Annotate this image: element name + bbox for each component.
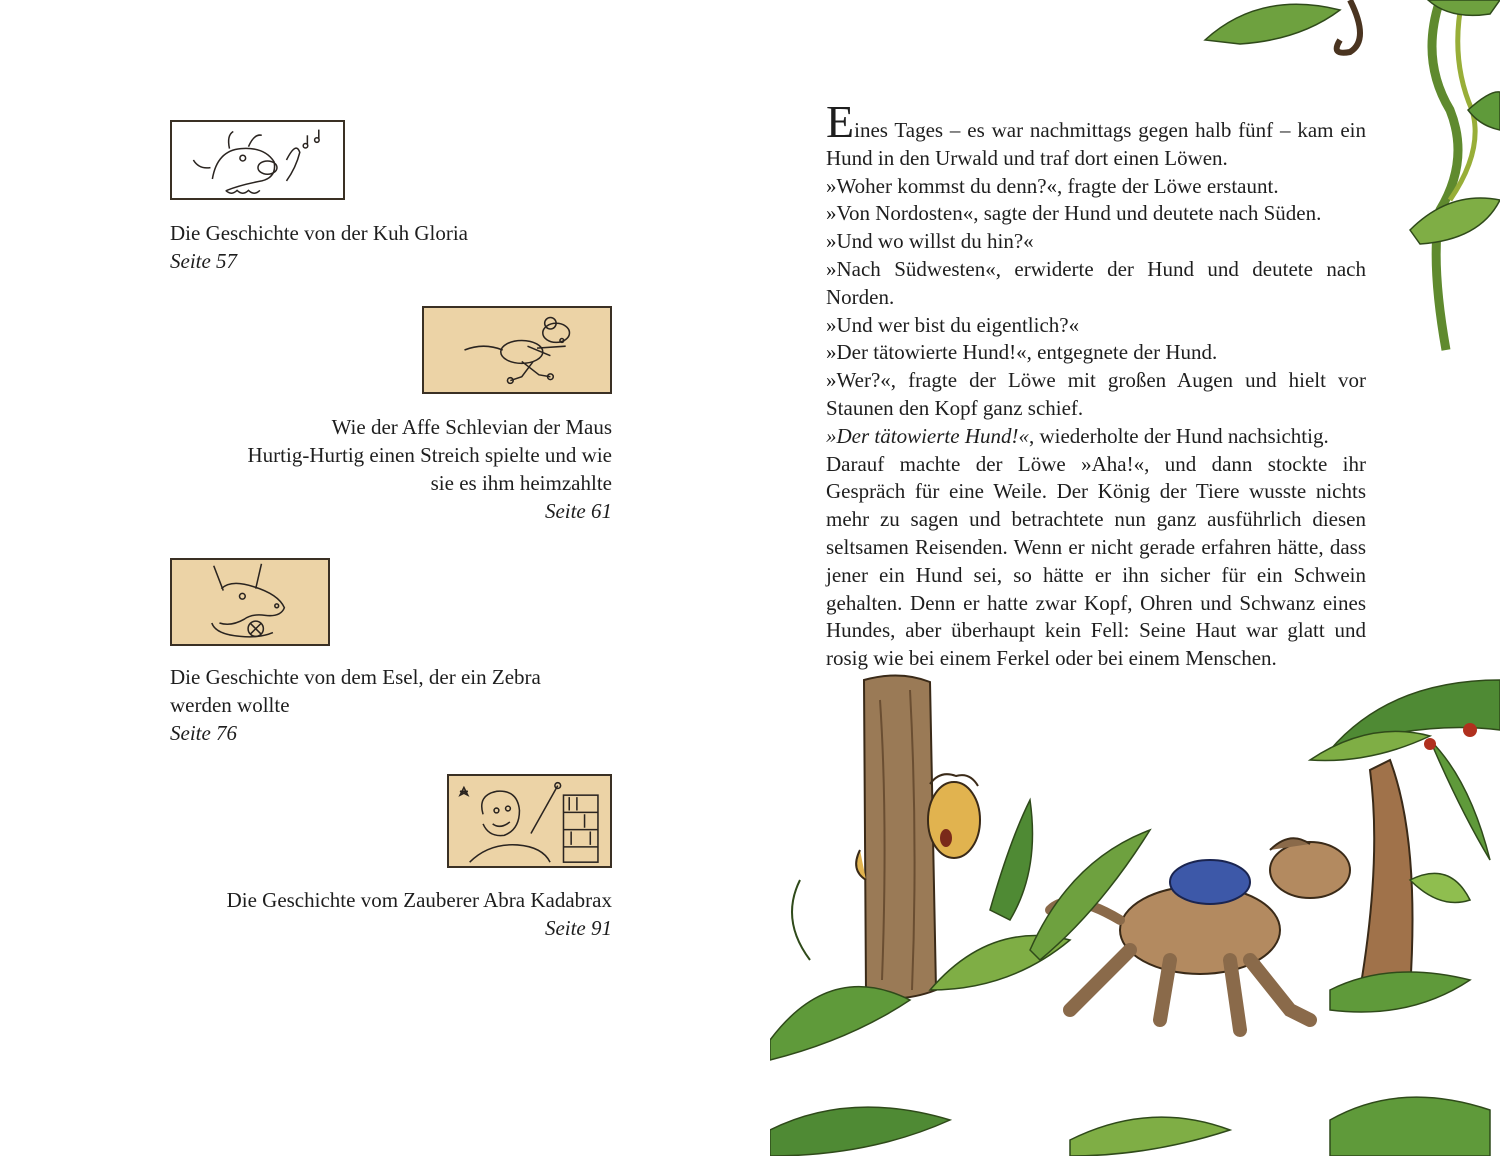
- toc-entry-affe-schlevian[interactable]: [212, 413, 612, 525]
- story-paragraph-text: , wiederholte der Hund nachsichtig.: [1028, 423, 1329, 448]
- story-paragraph: »Nach Südwesten«, erwiderte der Hund und deutete nach Norden.: [826, 256, 1366, 309]
- toc-title-line: Hurtig-Hurtig einen Streich spielte und wie: [247, 443, 612, 467]
- story-paragraph: »Woher kommst du denn?«, fragte der Löwe erstaunt.: [826, 173, 1279, 198]
- donkey-thumbnail-illustration: [170, 558, 330, 646]
- story-paragraph: »Und wer bist du eigentlich?«: [826, 312, 1080, 337]
- jungle-scene-illustration: [770, 660, 1500, 1156]
- toc-page-number: Seite 76: [170, 721, 238, 745]
- story-paragraph: Darauf machte der Löwe »Aha!«, und dann stockte ihr Gespräch für eine Weile. Der König der Tiere wusste nichts mehr zu sagen und betrachtete nun ganz ausführlich diesen seltsamen Reisenden. Wenn er nicht gerade erfahren hätte, dass jener ein Hund sei, so hätte er ihn sicher für ein Schwein gehalten. Denn er hatte zwar Kopf, Ohren und Schwanz eines Hundes, aber überhaupt kein Fell: Seine Haut war glatt und rosig wie bei einem Ferkel oder bei einem Menschen.: [826, 451, 1366, 671]
- toc-page-number: Seite 61: [544, 499, 612, 523]
- story-paragraph: [826, 423, 1366, 451]
- toc-title-line: Die Geschichte vom Zauberer Abra Kadabrax: [226, 888, 612, 912]
- story-paragraph: »Der tätowierte Hund!«, entgegnete der Hund.: [826, 340, 1218, 365]
- toc-title-line: sie es ihm heimzahlte: [430, 471, 612, 495]
- toc-page-number: Seite 57: [170, 249, 238, 273]
- drop-cap: E: [826, 96, 855, 147]
- toc-title-line: Die Geschichte von der Kuh Gloria: [170, 221, 468, 245]
- toc-title-line: werden wollte: [170, 693, 290, 717]
- toc-entry-kuh-gloria[interactable]: [170, 219, 468, 275]
- story-paragraph-text: ines Tages – es war nachmittags gegen halb fünf – kam ein Hund in den Urwald und traf dort einen Löwen.: [826, 118, 1366, 170]
- story-paragraph: »Wer?«, fragte der Löwe mit großen Augen und hielt vor Staunen den Kopf ganz schief.: [826, 368, 1366, 420]
- story-paragraph: »Und wo willst du hin?«: [826, 229, 1034, 254]
- story-text: [826, 96, 1366, 673]
- story-italic-quote: »Der tätowierte Hund!«: [826, 423, 1029, 448]
- toc-page-number: Seite 91: [544, 916, 612, 940]
- toc-entry-esel-zebra[interactable]: [170, 663, 541, 747]
- wizard-thumbnail-illustration: [447, 774, 612, 868]
- story-paragraph: [826, 96, 1366, 173]
- cow-thumbnail-illustration: [170, 120, 345, 200]
- toc-title-line: Wie der Affe Schlevian der Maus: [331, 415, 612, 439]
- toc-title-line: Die Geschichte von dem Esel, der ein Zebra: [170, 665, 541, 689]
- story-paragraph: »Von Nordosten«, sagte der Hund und deutete nach Süden.: [826, 201, 1322, 226]
- toc-entry-zauberer-abra-kadabrax[interactable]: [192, 886, 612, 942]
- mouse-thumbnail-illustration: [422, 306, 612, 394]
